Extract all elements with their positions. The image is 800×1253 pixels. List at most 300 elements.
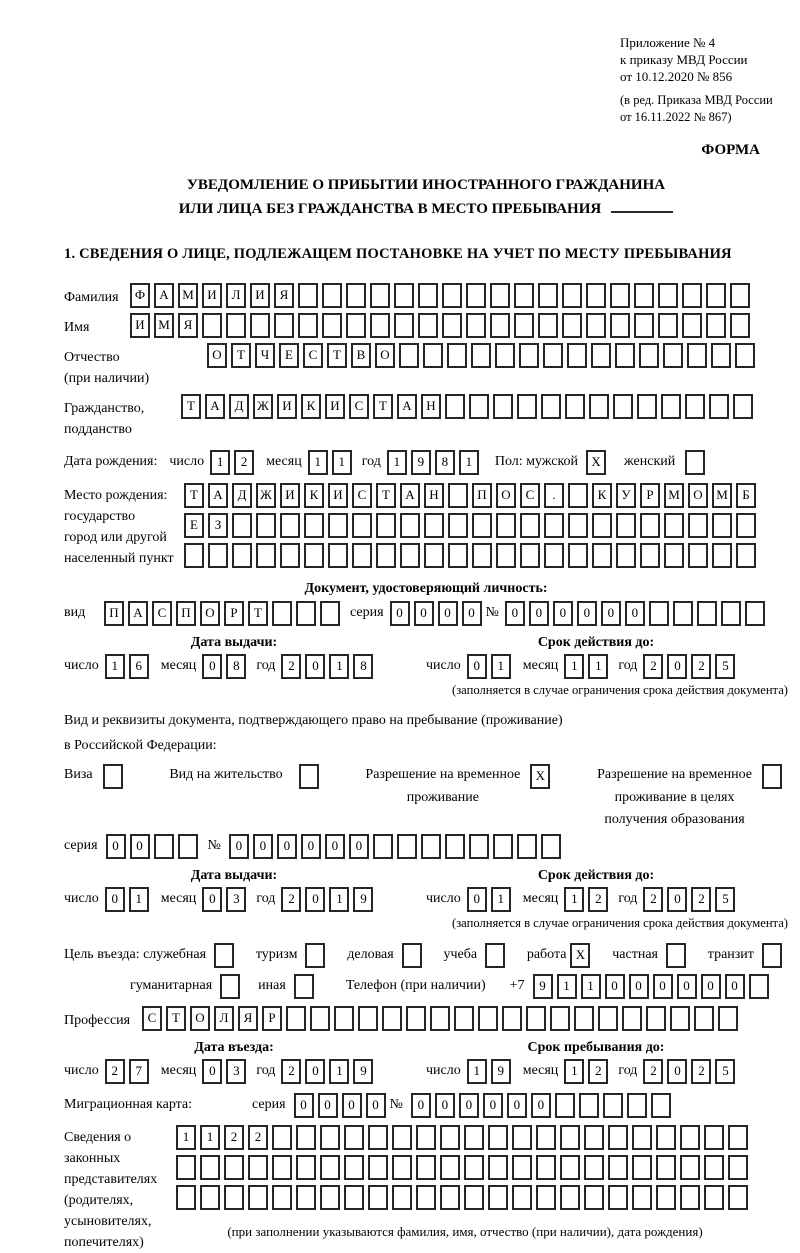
checkbox-visa[interactable] (103, 764, 123, 789)
permit-valid-year-cell[interactable]: 5 (715, 887, 735, 912)
patronymic-cell[interactable]: О (207, 343, 227, 368)
birth-place-cell[interactable] (616, 513, 636, 538)
representatives-cell[interactable] (344, 1125, 364, 1150)
doc-number-cell[interactable]: 0 (601, 601, 621, 626)
doc-type-cell[interactable]: А (128, 601, 148, 626)
permit-number-cell[interactable]: 0 (325, 834, 345, 859)
doc-type-cell[interactable] (320, 601, 340, 626)
doc-type-cell[interactable] (272, 601, 292, 626)
representatives-cell[interactable] (656, 1185, 676, 1210)
citizenship-cell[interactable]: Н (421, 394, 441, 419)
given-name-cell[interactable] (370, 313, 390, 338)
patronymic-cell[interactable]: Е (279, 343, 299, 368)
surname-cell[interactable] (706, 283, 726, 308)
checkbox-purpose-work[interactable]: X (570, 943, 590, 968)
doc-valid-month-cell[interactable]: 1 (564, 654, 584, 679)
mig-number-cell[interactable]: 0 (483, 1093, 503, 1118)
surname-cell[interactable] (562, 283, 582, 308)
citizenship-cell[interactable]: С (349, 394, 369, 419)
profession-cell[interactable] (718, 1006, 738, 1031)
representatives-cell[interactable] (488, 1185, 508, 1210)
mig-number-cell[interactable] (627, 1093, 647, 1118)
given-name-cell[interactable] (250, 313, 270, 338)
representatives-cell[interactable] (728, 1125, 748, 1150)
birth-place-cell[interactable] (664, 543, 684, 568)
doc-type-cell[interactable]: Р (224, 601, 244, 626)
patronymic-cell[interactable] (519, 343, 539, 368)
doc-number-cell[interactable]: 0 (529, 601, 549, 626)
mig-number-cell[interactable]: 0 (435, 1093, 455, 1118)
mig-number-cell[interactable] (651, 1093, 671, 1118)
representatives-cell[interactable] (728, 1185, 748, 1210)
given-name-cell[interactable] (634, 313, 654, 338)
citizenship-cell[interactable]: Т (373, 394, 393, 419)
birth-place-cell[interactable]: О (688, 483, 708, 508)
patronymic-cell[interactable]: Т (327, 343, 347, 368)
birth-place-cell[interactable] (448, 543, 468, 568)
citizenship-cell[interactable]: И (277, 394, 297, 419)
patronymic-cell[interactable] (567, 343, 587, 368)
representatives-cell[interactable] (344, 1155, 364, 1180)
surname-cell[interactable] (730, 283, 750, 308)
mig-series-cell[interactable]: 0 (342, 1093, 362, 1118)
birth-place-cell[interactable] (424, 543, 444, 568)
birth-place-cell[interactable]: Е (184, 513, 204, 538)
representatives-cell[interactable] (176, 1185, 196, 1210)
representatives-cell[interactable] (224, 1155, 244, 1180)
given-name-cell[interactable] (682, 313, 702, 338)
given-name-cell[interactable] (298, 313, 318, 338)
patronymic-cell[interactable]: В (351, 343, 371, 368)
citizenship-cell[interactable]: А (397, 394, 417, 419)
stay-year-cell[interactable]: 5 (715, 1059, 735, 1084)
patronymic-cell[interactable]: Ч (255, 343, 275, 368)
permit-series-cell[interactable]: 0 (106, 834, 126, 859)
representatives-cell[interactable] (656, 1125, 676, 1150)
representatives-cell[interactable] (416, 1125, 436, 1150)
permit-issue-month-cell[interactable]: 3 (226, 887, 246, 912)
checkbox-purpose-tourism[interactable] (305, 943, 325, 968)
representatives-cell[interactable] (320, 1155, 340, 1180)
representatives-cell[interactable] (704, 1155, 724, 1180)
permit-number-cell[interactable]: 0 (301, 834, 321, 859)
citizenship-cell[interactable] (517, 394, 537, 419)
representatives-cell[interactable] (632, 1125, 652, 1150)
birth-place-cell[interactable] (688, 543, 708, 568)
surname-cell[interactable] (682, 283, 702, 308)
birth-place-cell[interactable] (304, 513, 324, 538)
citizenship-cell[interactable]: Т (181, 394, 201, 419)
birth-place-cell[interactable]: Р (640, 483, 660, 508)
birth-place-cell[interactable] (472, 513, 492, 538)
citizenship-cell[interactable] (613, 394, 633, 419)
surname-cell[interactable] (538, 283, 558, 308)
permit-number-cell[interactable]: 0 (253, 834, 273, 859)
birth-place-cell[interactable] (592, 543, 612, 568)
birth-place-cell[interactable]: Д (232, 483, 252, 508)
birth-place-cell[interactable]: С (520, 483, 540, 508)
surname-cell[interactable] (370, 283, 390, 308)
permit-number-cell[interactable]: 0 (349, 834, 369, 859)
phone-digit-cell[interactable]: 0 (701, 974, 721, 999)
surname-cell[interactable] (490, 283, 510, 308)
birth-place-cell[interactable] (400, 513, 420, 538)
surname-cell[interactable] (298, 283, 318, 308)
doc-valid-year-cell[interactable]: 0 (667, 654, 687, 679)
doc-number-cell[interactable] (721, 601, 741, 626)
doc-valid-month-cell[interactable]: 1 (588, 654, 608, 679)
permit-valid-month-cell[interactable]: 2 (588, 887, 608, 912)
doc-issue-year-cell[interactable]: 2 (281, 654, 301, 679)
doc-number-cell[interactable]: 0 (577, 601, 597, 626)
permit-series-cell[interactable] (178, 834, 198, 859)
patronymic-cell[interactable]: С (303, 343, 323, 368)
surname-cell[interactable] (634, 283, 654, 308)
birth-place-cell[interactable]: А (400, 483, 420, 508)
patronymic-cell[interactable] (399, 343, 419, 368)
representatives-cell[interactable] (200, 1185, 220, 1210)
birth-place-cell[interactable] (616, 543, 636, 568)
birth-place-cell[interactable] (280, 513, 300, 538)
citizenship-cell[interactable] (541, 394, 561, 419)
birth-year-cell[interactable]: 8 (435, 450, 455, 475)
given-name-cell[interactable] (226, 313, 246, 338)
representatives-cell[interactable] (272, 1155, 292, 1180)
surname-cell[interactable] (514, 283, 534, 308)
birth-place-cell[interactable] (400, 543, 420, 568)
permit-issue-year-cell[interactable]: 9 (353, 887, 373, 912)
given-name-cell[interactable] (466, 313, 486, 338)
representatives-cell[interactable] (536, 1125, 556, 1150)
birth-place-cell[interactable]: . (544, 483, 564, 508)
representatives-cell[interactable] (584, 1155, 604, 1180)
birth-place-cell[interactable] (736, 543, 756, 568)
given-name-cell[interactable] (706, 313, 726, 338)
birth-place-cell[interactable] (352, 513, 372, 538)
mig-number-cell[interactable]: 0 (459, 1093, 479, 1118)
profession-cell[interactable]: Я (238, 1006, 258, 1031)
representatives-cell[interactable] (296, 1155, 316, 1180)
birth-place-cell[interactable] (712, 513, 732, 538)
profession-cell[interactable] (598, 1006, 618, 1031)
doc-type-cell[interactable]: П (104, 601, 124, 626)
doc-series-cell[interactable]: 0 (462, 601, 482, 626)
birth-place-cell[interactable]: К (592, 483, 612, 508)
entry-month-cell[interactable]: 0 (202, 1059, 222, 1084)
checkbox-purpose-official[interactable] (214, 943, 234, 968)
doc-issue-day-cell[interactable]: 1 (105, 654, 125, 679)
checkbox-sex-male[interactable]: X (586, 450, 606, 475)
profession-cell[interactable] (574, 1006, 594, 1031)
citizenship-cell[interactable]: И (325, 394, 345, 419)
given-name-cell[interactable] (490, 313, 510, 338)
doc-type-cell[interactable]: С (152, 601, 172, 626)
permit-number-cell[interactable] (493, 834, 513, 859)
birth-place-cell[interactable]: И (328, 483, 348, 508)
representatives-cell[interactable]: 2 (224, 1125, 244, 1150)
surname-cell[interactable] (394, 283, 414, 308)
birth-place-cell[interactable] (520, 513, 540, 538)
permit-issue-day-cell[interactable]: 1 (129, 887, 149, 912)
citizenship-cell[interactable] (733, 394, 753, 419)
patronymic-cell[interactable] (687, 343, 707, 368)
birth-place-cell[interactable] (640, 543, 660, 568)
doc-type-cell[interactable]: П (176, 601, 196, 626)
permit-number-cell[interactable]: 0 (229, 834, 249, 859)
checkbox-purpose-business[interactable] (402, 943, 422, 968)
birth-place-cell[interactable] (568, 543, 588, 568)
profession-cell[interactable] (358, 1006, 378, 1031)
representatives-cell[interactable] (440, 1125, 460, 1150)
profession-cell[interactable]: Л (214, 1006, 234, 1031)
birth-place-cell[interactable]: М (664, 483, 684, 508)
representatives-cell[interactable] (344, 1185, 364, 1210)
phone-digit-cell[interactable]: 0 (725, 974, 745, 999)
given-name-cell[interactable] (514, 313, 534, 338)
representatives-cell[interactable] (536, 1185, 556, 1210)
birth-place-cell[interactable] (568, 513, 588, 538)
given-name-cell[interactable]: Я (178, 313, 198, 338)
birth-place-cell[interactable] (328, 543, 348, 568)
doc-type-cell[interactable] (296, 601, 316, 626)
birth-place-cell[interactable] (352, 543, 372, 568)
doc-issue-month-cell[interactable]: 8 (226, 654, 246, 679)
permit-issue-year-cell[interactable]: 0 (305, 887, 325, 912)
phone-digit-cell[interactable]: 0 (653, 974, 673, 999)
doc-valid-year-cell[interactable]: 2 (643, 654, 663, 679)
birth-place-cell[interactable] (304, 543, 324, 568)
representatives-cell[interactable] (560, 1125, 580, 1150)
mig-number-cell[interactable]: 0 (411, 1093, 431, 1118)
checkbox-residence-permit[interactable] (299, 764, 319, 789)
profession-cell[interactable] (694, 1006, 714, 1031)
birth-day-cell[interactable]: 1 (210, 450, 230, 475)
checkbox-purpose-other[interactable] (294, 974, 314, 999)
birth-place-cell[interactable]: Б (736, 483, 756, 508)
stay-year-cell[interactable]: 2 (691, 1059, 711, 1084)
representatives-cell[interactable] (608, 1185, 628, 1210)
representatives-cell[interactable] (296, 1125, 316, 1150)
surname-cell[interactable]: Л (226, 283, 246, 308)
surname-cell[interactable] (610, 283, 630, 308)
profession-cell[interactable] (334, 1006, 354, 1031)
mig-number-cell[interactable] (579, 1093, 599, 1118)
checkbox-purpose-private[interactable] (666, 943, 686, 968)
birth-place-cell[interactable] (424, 513, 444, 538)
profession-cell[interactable] (646, 1006, 666, 1031)
entry-month-cell[interactable]: 3 (226, 1059, 246, 1084)
entry-year-cell[interactable]: 9 (353, 1059, 373, 1084)
birth-place-cell[interactable] (496, 543, 516, 568)
surname-cell[interactable] (586, 283, 606, 308)
doc-number-cell[interactable] (673, 601, 693, 626)
representatives-cell[interactable] (584, 1125, 604, 1150)
given-name-cell[interactable]: И (130, 313, 150, 338)
representatives-cell[interactable] (632, 1155, 652, 1180)
doc-issue-month-cell[interactable]: 0 (202, 654, 222, 679)
profession-cell[interactable]: Р (262, 1006, 282, 1031)
surname-cell[interactable] (418, 283, 438, 308)
birth-place-cell[interactable] (184, 543, 204, 568)
surname-cell[interactable]: Я (274, 283, 294, 308)
profession-cell[interactable] (478, 1006, 498, 1031)
citizenship-cell[interactable] (445, 394, 465, 419)
given-name-cell[interactable] (730, 313, 750, 338)
profession-cell[interactable] (310, 1006, 330, 1031)
doc-number-cell[interactable]: 0 (553, 601, 573, 626)
representatives-cell[interactable] (392, 1185, 412, 1210)
birth-place-cell[interactable]: Н (424, 483, 444, 508)
checkbox-sex-female[interactable] (685, 450, 705, 475)
representatives-cell[interactable] (272, 1185, 292, 1210)
stay-month-cell[interactable]: 2 (588, 1059, 608, 1084)
birth-day-cell[interactable]: 2 (234, 450, 254, 475)
citizenship-cell[interactable] (589, 394, 609, 419)
entry-day-cell[interactable]: 7 (129, 1059, 149, 1084)
permit-valid-day-cell[interactable]: 1 (491, 887, 511, 912)
representatives-cell[interactable] (464, 1125, 484, 1150)
representatives-cell[interactable] (584, 1185, 604, 1210)
profession-cell[interactable] (286, 1006, 306, 1031)
representatives-cell[interactable] (512, 1125, 532, 1150)
birth-place-cell[interactable]: З (208, 513, 228, 538)
permit-valid-month-cell[interactable]: 1 (564, 887, 584, 912)
representatives-cell[interactable]: 1 (176, 1125, 196, 1150)
stay-year-cell[interactable]: 2 (643, 1059, 663, 1084)
permit-series-cell[interactable]: 0 (130, 834, 150, 859)
patronymic-cell[interactable] (543, 343, 563, 368)
citizenship-cell[interactable] (493, 394, 513, 419)
phone-digit-cell[interactable]: 1 (581, 974, 601, 999)
phone-digit-cell[interactable]: 1 (557, 974, 577, 999)
given-name-cell[interactable] (538, 313, 558, 338)
birth-place-cell[interactable]: И (280, 483, 300, 508)
patronymic-cell[interactable] (495, 343, 515, 368)
birth-place-cell[interactable] (256, 513, 276, 538)
checkbox-temp-permit-edu[interactable] (762, 764, 782, 789)
birth-place-cell[interactable]: П (472, 483, 492, 508)
representatives-cell[interactable] (248, 1185, 268, 1210)
permit-number-cell[interactable] (373, 834, 393, 859)
birth-place-cell[interactable] (544, 513, 564, 538)
given-name-cell[interactable] (586, 313, 606, 338)
birth-place-cell[interactable] (568, 483, 588, 508)
birth-place-cell[interactable]: О (496, 483, 516, 508)
representatives-cell[interactable] (272, 1125, 292, 1150)
representatives-cell[interactable] (176, 1155, 196, 1180)
birth-place-cell[interactable] (328, 513, 348, 538)
birth-place-cell[interactable] (496, 513, 516, 538)
surname-cell[interactable] (346, 283, 366, 308)
representatives-cell[interactable]: 1 (200, 1125, 220, 1150)
birth-year-cell[interactable]: 1 (387, 450, 407, 475)
citizenship-cell[interactable] (565, 394, 585, 419)
representatives-cell[interactable] (224, 1185, 244, 1210)
representatives-cell[interactable] (680, 1125, 700, 1150)
representatives-cell[interactable] (680, 1155, 700, 1180)
permit-valid-year-cell[interactable]: 0 (667, 887, 687, 912)
doc-valid-day-cell[interactable]: 0 (467, 654, 487, 679)
representatives-cell[interactable] (536, 1155, 556, 1180)
permit-number-cell[interactable] (469, 834, 489, 859)
profession-cell[interactable]: С (142, 1006, 162, 1031)
patronymic-cell[interactable] (663, 343, 683, 368)
profession-cell[interactable]: О (190, 1006, 210, 1031)
birth-place-cell[interactable] (736, 513, 756, 538)
representatives-cell[interactable] (368, 1155, 388, 1180)
permit-issue-year-cell[interactable]: 1 (329, 887, 349, 912)
given-name-cell[interactable] (442, 313, 462, 338)
permit-number-cell[interactable] (517, 834, 537, 859)
profession-cell[interactable] (622, 1006, 642, 1031)
birth-place-cell[interactable] (544, 543, 564, 568)
patronymic-cell[interactable] (615, 343, 635, 368)
doc-series-cell[interactable]: 0 (390, 601, 410, 626)
permit-number-cell[interactable] (397, 834, 417, 859)
profession-cell[interactable] (550, 1006, 570, 1031)
birth-place-cell[interactable] (280, 543, 300, 568)
mig-series-cell[interactable]: 0 (294, 1093, 314, 1118)
representatives-cell[interactable] (368, 1125, 388, 1150)
birth-place-cell[interactable] (448, 513, 468, 538)
birth-place-cell[interactable] (712, 543, 732, 568)
citizenship-cell[interactable] (685, 394, 705, 419)
birth-place-cell[interactable]: У (616, 483, 636, 508)
given-name-cell[interactable] (418, 313, 438, 338)
representatives-cell[interactable]: 2 (248, 1125, 268, 1150)
birth-place-cell[interactable]: М (712, 483, 732, 508)
patronymic-cell[interactable] (735, 343, 755, 368)
representatives-cell[interactable] (416, 1185, 436, 1210)
surname-cell[interactable] (442, 283, 462, 308)
birth-place-cell[interactable] (592, 513, 612, 538)
phone-digit-cell[interactable]: 0 (605, 974, 625, 999)
doc-number-cell[interactable] (649, 601, 669, 626)
doc-number-cell[interactable] (697, 601, 717, 626)
phone-digit-cell[interactable]: 0 (677, 974, 697, 999)
representatives-cell[interactable] (704, 1185, 724, 1210)
surname-cell[interactable] (466, 283, 486, 308)
surname-cell[interactable] (658, 283, 678, 308)
representatives-cell[interactable] (320, 1185, 340, 1210)
doc-series-cell[interactable]: 0 (414, 601, 434, 626)
patronymic-cell[interactable] (639, 343, 659, 368)
permit-number-cell[interactable] (541, 834, 561, 859)
citizenship-cell[interactable] (661, 394, 681, 419)
representatives-cell[interactable] (296, 1185, 316, 1210)
citizenship-cell[interactable]: А (205, 394, 225, 419)
birth-place-cell[interactable]: Т (184, 483, 204, 508)
phone-digit-cell[interactable] (749, 974, 769, 999)
profession-cell[interactable] (430, 1006, 450, 1031)
birth-year-cell[interactable]: 1 (459, 450, 479, 475)
permit-valid-year-cell[interactable]: 2 (691, 887, 711, 912)
permit-issue-month-cell[interactable]: 0 (202, 887, 222, 912)
birth-place-cell[interactable]: А (208, 483, 228, 508)
permit-series-cell[interactable] (154, 834, 174, 859)
representatives-cell[interactable] (440, 1155, 460, 1180)
representatives-cell[interactable] (512, 1155, 532, 1180)
representatives-cell[interactable] (464, 1155, 484, 1180)
representatives-cell[interactable] (464, 1185, 484, 1210)
surname-cell[interactable]: А (154, 283, 174, 308)
profession-cell[interactable] (502, 1006, 522, 1031)
permit-issue-day-cell[interactable]: 0 (105, 887, 125, 912)
doc-issue-year-cell[interactable]: 0 (305, 654, 325, 679)
birth-place-cell[interactable]: С (352, 483, 372, 508)
patronymic-cell[interactable] (423, 343, 443, 368)
profession-cell[interactable]: Т (166, 1006, 186, 1031)
